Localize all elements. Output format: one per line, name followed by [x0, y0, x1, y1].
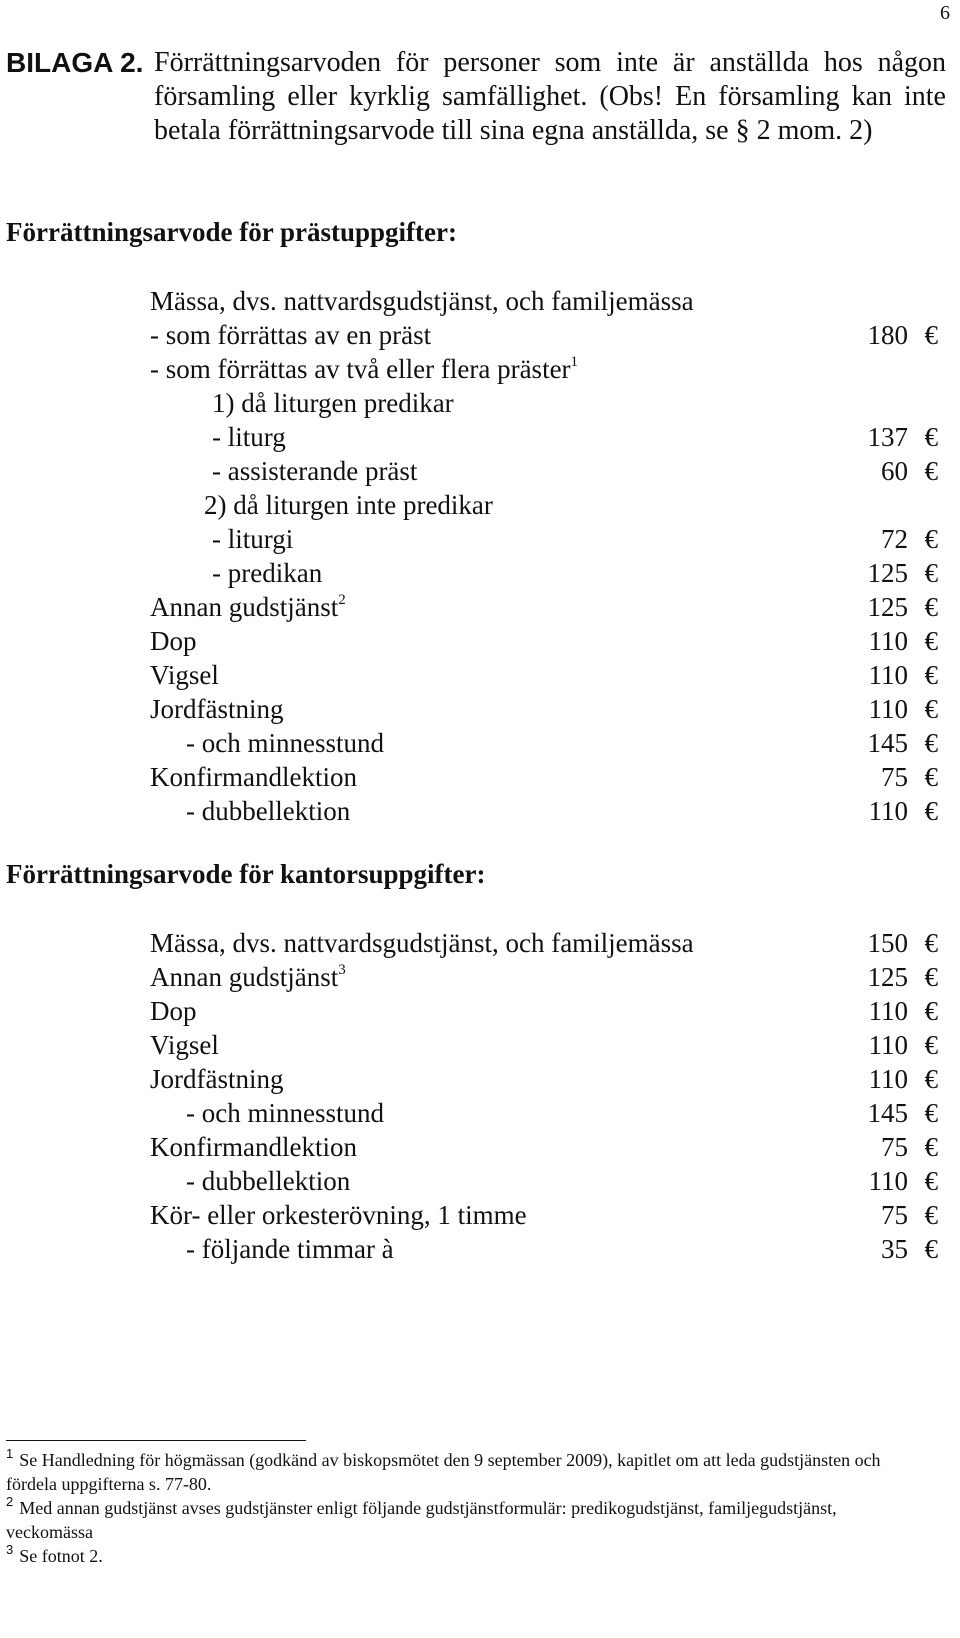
footnote-separator [6, 1440, 306, 1441]
fee-amount: 75 [881, 762, 908, 792]
fee-row [0, 1062, 960, 1096]
fee-label-text: Vigsel [150, 1030, 219, 1060]
fee-label-text: Annan gudstjänst [150, 592, 339, 622]
footnote [6, 1496, 926, 1544]
euro-sign: € [924, 524, 938, 554]
appendix-heading [6, 46, 946, 148]
euro-sign: € [924, 1098, 938, 1128]
footnote-mark: 2 [6, 1494, 14, 1509]
footnote-mark: 1 [6, 1446, 14, 1461]
fee-label-text: - liturg [212, 422, 286, 452]
euro-sign: € [924, 1132, 938, 1162]
fee-label-text: - dubbellektion [186, 1166, 351, 1196]
fee-row [0, 420, 960, 454]
fee-label-text: Vigsel [150, 660, 219, 690]
fee-label-text: Dop [150, 626, 197, 656]
euro-sign: € [924, 558, 938, 588]
fee-label [150, 692, 283, 726]
euro-sign: € [924, 1166, 938, 1196]
footnote-mark: 3 [6, 1542, 14, 1557]
euro-sign: € [924, 456, 938, 486]
euro-sign: € [924, 928, 938, 958]
euro-sign: € [924, 1064, 938, 1094]
fee-label [212, 454, 417, 488]
footnote-text: Se Handledning för högmässan (godkänd av biskopsmötet den 9 september 2009), kapitlet om att leda gudstjänsten och fördela uppgifterna s. 77-80. [6, 1450, 881, 1494]
fee-label-text: Mässa, dvs. nattvardsgudstjänst, och familjemässa [150, 286, 694, 316]
fee-row [0, 1130, 960, 1164]
fee-row [0, 1096, 960, 1130]
fee-amount: 110 [868, 1064, 908, 1094]
fee-row [0, 454, 960, 488]
fee-amount: 60 [881, 456, 908, 486]
fee-row [0, 726, 960, 760]
fee-row [0, 1232, 960, 1266]
footnote-reference: 1 [570, 354, 579, 370]
fee-row [0, 318, 960, 352]
fee-label [150, 658, 219, 692]
fee-label [186, 1096, 384, 1130]
fee-row [0, 556, 960, 590]
fee-amount: 110 [868, 996, 908, 1026]
euro-sign: € [924, 422, 938, 452]
fee-label-text: Dop [150, 996, 197, 1026]
fee-row [0, 760, 960, 794]
fee-row [0, 994, 960, 1028]
fee-label [150, 318, 431, 352]
fee-amount: 110 [868, 1030, 908, 1060]
fee-amount: 145 [867, 1098, 908, 1128]
fee-amount: 110 [868, 626, 908, 656]
fee-label [150, 994, 197, 1028]
footnote [6, 1544, 926, 1568]
fee-label-text: - som förrättas av en präst [150, 320, 432, 350]
footnote-text: Med annan gudstjänst avses gudstjänster enligt följande gudstjänstformulär: predikogudstjänst, familjegudstjänst, veckomässa [6, 1498, 837, 1542]
fee-amount: 110 [868, 660, 908, 690]
fee-label [186, 1232, 394, 1266]
fee-amount: 75 [881, 1200, 908, 1230]
fee-label [150, 760, 357, 794]
fee-row [0, 926, 960, 960]
fee-label-text: - liturgi [212, 524, 294, 554]
section-title-prast: Förrättningsarvode för prästuppgifter: [6, 217, 457, 247]
fee-amount: 137 [867, 422, 908, 452]
fee-row [0, 658, 960, 692]
fee-label-text: 1) då liturgen predikar [212, 388, 454, 418]
fee-table-kantor [0, 926, 960, 1266]
footnote [6, 1448, 926, 1496]
fee-label [150, 1198, 527, 1232]
fee-amount: 125 [867, 558, 908, 588]
euro-sign: € [924, 796, 938, 826]
euro-sign: € [924, 592, 938, 622]
fee-amount: 110 [868, 694, 908, 724]
fee-row [0, 352, 960, 386]
fee-label [150, 926, 694, 960]
euro-sign: € [924, 1200, 938, 1230]
euro-sign: € [924, 1030, 938, 1060]
fee-row [0, 1164, 960, 1198]
fee-row [0, 386, 960, 420]
fee-amount: 72 [881, 524, 908, 554]
fee-label [186, 1164, 350, 1198]
fee-row [0, 1028, 960, 1062]
fee-label [150, 284, 694, 318]
fee-amount: 110 [868, 1166, 908, 1196]
fee-label [212, 556, 322, 590]
euro-sign: € [924, 762, 938, 792]
fee-label-text: - och minnesstund [186, 1098, 384, 1128]
euro-sign: € [924, 962, 938, 992]
fee-label-text: Konfirmandlektion [150, 762, 357, 792]
fee-row [0, 522, 960, 556]
fee-label [150, 960, 346, 994]
fee-label [150, 624, 197, 658]
fee-amount: 75 [881, 1132, 908, 1162]
fee-amount: 180 [867, 320, 908, 350]
fee-amount: 145 [867, 728, 908, 758]
fee-label [204, 488, 493, 522]
section-title-kantor: Förrättningsarvode för kantorsuppgifter: [6, 859, 486, 889]
fee-amount: 35 [881, 1234, 908, 1264]
fee-label-text: - som förrättas av två eller flera präster [150, 354, 571, 384]
fee-row [0, 794, 960, 828]
fee-amount: 125 [867, 592, 908, 622]
fee-row [0, 1198, 960, 1232]
footnotes [6, 1448, 926, 1568]
fee-label [150, 1028, 219, 1062]
fee-label [212, 522, 293, 556]
fee-row [0, 284, 960, 318]
fee-row [0, 624, 960, 658]
fee-amount: 125 [867, 962, 908, 992]
euro-sign: € [924, 728, 938, 758]
fee-label-text: - följande timmar à [186, 1234, 394, 1264]
fee-label [186, 794, 350, 828]
fee-label [150, 352, 578, 386]
footnote-reference: 2 [338, 592, 346, 608]
fee-label [150, 1062, 283, 1096]
euro-sign: € [924, 1234, 938, 1264]
footnote-reference: 3 [338, 962, 346, 978]
fee-label-text: - och minnesstund [186, 728, 384, 758]
fee-label-text: - predikan [212, 558, 323, 588]
euro-sign: € [924, 694, 938, 724]
fee-label-text: Annan gudstjänst [150, 962, 339, 992]
fee-label-text: Mässa, dvs. nattvardsgudstjänst, och familjemässa [150, 928, 694, 958]
fee-label-text: - dubbellektion [186, 796, 351, 826]
fee-label-text: 2) då liturgen inte predikar [204, 490, 493, 520]
euro-sign: € [924, 320, 938, 350]
fee-label [150, 1130, 357, 1164]
euro-sign: € [924, 996, 938, 1026]
fee-label-text: - assisterande präst [212, 456, 418, 486]
fee-label [150, 590, 346, 624]
page-number: 6 [940, 2, 950, 24]
fee-label-text: Jordfästning [150, 694, 284, 724]
euro-sign: € [924, 660, 938, 690]
fee-row [0, 488, 960, 522]
fee-label [212, 386, 454, 420]
fee-label [186, 726, 384, 760]
fee-label-text: Jordfästning [150, 1064, 284, 1094]
fee-amount: 150 [867, 928, 908, 958]
fee-label-text: Konfirmandlektion [150, 1132, 357, 1162]
footnote-text: Se fotnot 2. [19, 1546, 103, 1566]
fee-amount: 110 [868, 796, 908, 826]
fee-label [212, 420, 286, 454]
fee-label-text: Kör- eller orkesterövning, 1 timme [150, 1200, 527, 1230]
appendix-description: Förrättningsarvoden för personer som inte är anställda hos någon församling eller kyrklig samfällighet. (Obs! En församling kan inte betala förrättningsarvode till sina egna anställda, se § 2 mom. 2) [154, 47, 946, 146]
fee-row [0, 960, 960, 994]
fee-row [0, 590, 960, 624]
fee-table-prast [0, 284, 960, 828]
euro-sign: € [924, 626, 938, 656]
appendix-label: BILAGA 2. [6, 47, 144, 78]
fee-row [0, 692, 960, 726]
